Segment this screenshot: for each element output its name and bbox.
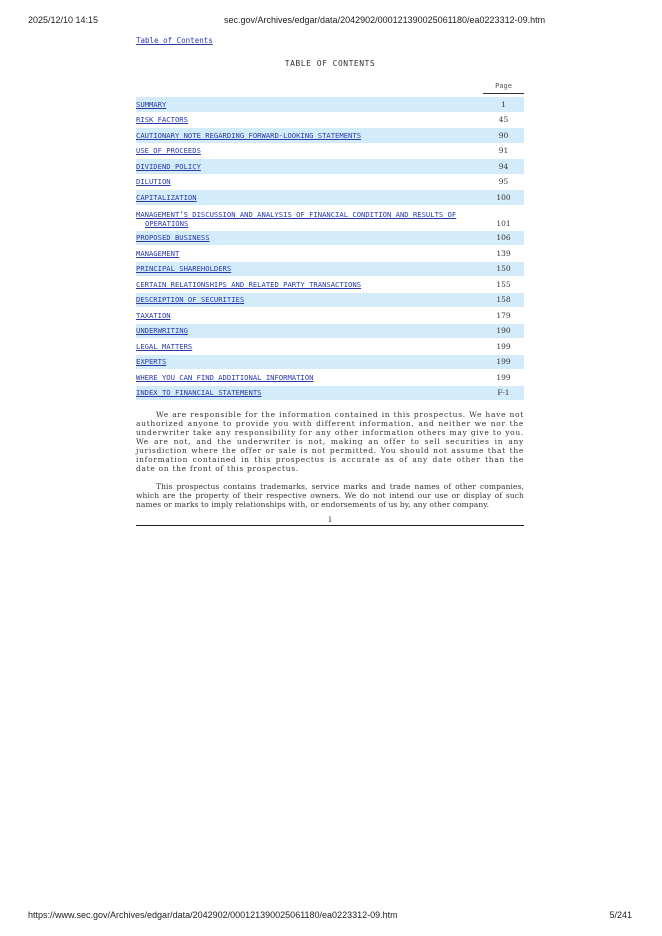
- toc-page-number: 94: [498, 161, 509, 171]
- toc-entry-link[interactable]: PRINCIPAL SHAREHOLDERS: [136, 264, 232, 274]
- toc-page-number: 100: [496, 192, 511, 202]
- toc-page-number: 106: [496, 233, 511, 243]
- toc-page-number: 101: [496, 218, 511, 228]
- toc-page-number: 90: [498, 130, 509, 140]
- toc-page-number: 45: [498, 115, 509, 125]
- toc-entry-link[interactable]: UNDERWRITING: [136, 326, 188, 336]
- trademark-paragraph: This prospectus contains trademarks, service marks and trade names of other companies, which are the property of their respective owners. We do not intend our use or display of such names or marks to imply relationships with, or endorsements of us by, any other company.: [136, 482, 524, 509]
- toc-row: [136, 355, 524, 371]
- page-column-header: [136, 82, 524, 94]
- toc-entry-link-continued[interactable]: OPERATIONS: [145, 218, 189, 228]
- toc-entry-link[interactable]: DESCRIPTION OF SECURITIES: [136, 295, 245, 305]
- toc-row: [136, 386, 524, 402]
- print-footer-url: https://www.sec.gov/Archives/edgar/data/2042902/000121390025061180/ea0223312-09.htm: [28, 910, 398, 920]
- toc-entry-link[interactable]: SUMMARY: [136, 99, 167, 109]
- toc-page-number: 155: [496, 279, 511, 289]
- page-folio: i: [328, 515, 332, 524]
- toc-page-number: 190: [496, 326, 511, 336]
- toc-entry-link[interactable]: CAUTIONARY NOTE REGARDING FORWARD-LOOKING STATEMENTS: [136, 130, 362, 140]
- toc-entry-link[interactable]: CERTAIN RELATIONSHIPS AND RELATED PARTY TRANSACTIONS: [136, 279, 362, 289]
- toc-page-number: F-1: [497, 388, 510, 398]
- toc-table: [136, 97, 524, 401]
- toc-entry-link[interactable]: LEGAL MATTERS: [136, 341, 193, 351]
- toc-row: [136, 339, 524, 355]
- toc-row: [136, 128, 524, 144]
- toc-entry-link[interactable]: RISK FACTORS: [136, 115, 188, 125]
- toc-page-number: 158: [496, 295, 511, 305]
- toc-row: [136, 262, 524, 278]
- toc-page-number: 95: [498, 177, 509, 187]
- toc-row: [136, 144, 524, 160]
- toc-entry-link[interactable]: TAXATION: [136, 310, 171, 320]
- toc-entry-link[interactable]: MANAGEMENT: [136, 248, 180, 258]
- toc-row: [136, 206, 524, 231]
- toc-row: [136, 370, 524, 386]
- toc-entry-link[interactable]: EXPERTS: [136, 357, 167, 367]
- toc-entry-link[interactable]: WHERE YOU CAN FIND ADDITIONAL INFORMATION: [136, 372, 314, 382]
- toc-page-number: 1: [501, 99, 506, 109]
- toc-row: [136, 308, 524, 324]
- print-page-count: 5/241: [609, 910, 632, 920]
- bottom-rule: [136, 525, 524, 526]
- print-header-url: sec.gov/Archives/edgar/data/2042902/000121390025061180/ea0223312-09.htm: [224, 15, 546, 25]
- toc-row: [136, 277, 524, 293]
- toc-entry-link[interactable]: USE OF PROCEEDS: [136, 146, 201, 156]
- toc-page-number: 199: [496, 372, 511, 382]
- table-of-contents-link[interactable]: Table of Contents: [136, 36, 213, 45]
- toc-row: [136, 190, 524, 206]
- toc-page-number: 179: [496, 310, 511, 320]
- toc-entry-link[interactable]: INDEX TO FINANCIAL STATEMENTS: [136, 388, 262, 398]
- toc-entry-link[interactable]: DIVIDEND POLICY: [136, 161, 201, 171]
- toc-row: [136, 159, 524, 175]
- toc-row: [136, 175, 524, 191]
- toc-row: [136, 246, 524, 262]
- toc-entry-link[interactable]: CAPITALIZATION: [136, 192, 197, 202]
- toc-row: [136, 293, 524, 309]
- toc-row: [136, 324, 524, 340]
- toc-row: [136, 231, 524, 247]
- toc-row: [136, 97, 524, 113]
- toc-entry-link[interactable]: PROPOSED BUSINESS: [136, 233, 210, 243]
- document-page: [136, 36, 524, 526]
- toc-page-number: 139: [496, 248, 511, 258]
- toc-entry-link[interactable]: DILUTION: [136, 177, 171, 187]
- toc-page-number: 150: [496, 264, 511, 274]
- toc-page-number: 199: [496, 357, 511, 367]
- toc-page-number: 91: [498, 146, 509, 156]
- disclaimer-paragraph: We are responsible for the information contained in this prospectus. We have not authorized anyone to provide you with different information, and neither we nor the underwriter take any responsibility for any other information others may give to you. We are not, and the underwriter is not, making an offer to sell securities in any jurisdiction where the offer or sale is not permitted. You should not assume that the information contained in this prospectus is accurate as of any date other than the date on the front of this prospectus.: [136, 410, 524, 473]
- toc-entry-link[interactable]: MANAGEMENT’S DISCUSSION AND ANALYSIS OF FINANCIAL CONDITION AND RESULTS OF: [136, 209, 457, 219]
- toc-page-number: 199: [496, 341, 511, 351]
- print-date: 2025/12/10 14:15: [28, 15, 99, 25]
- page-heading: Page: [483, 82, 524, 94]
- toc-row: [136, 113, 524, 129]
- toc-title: TABLE OF CONTENTS: [284, 59, 376, 68]
